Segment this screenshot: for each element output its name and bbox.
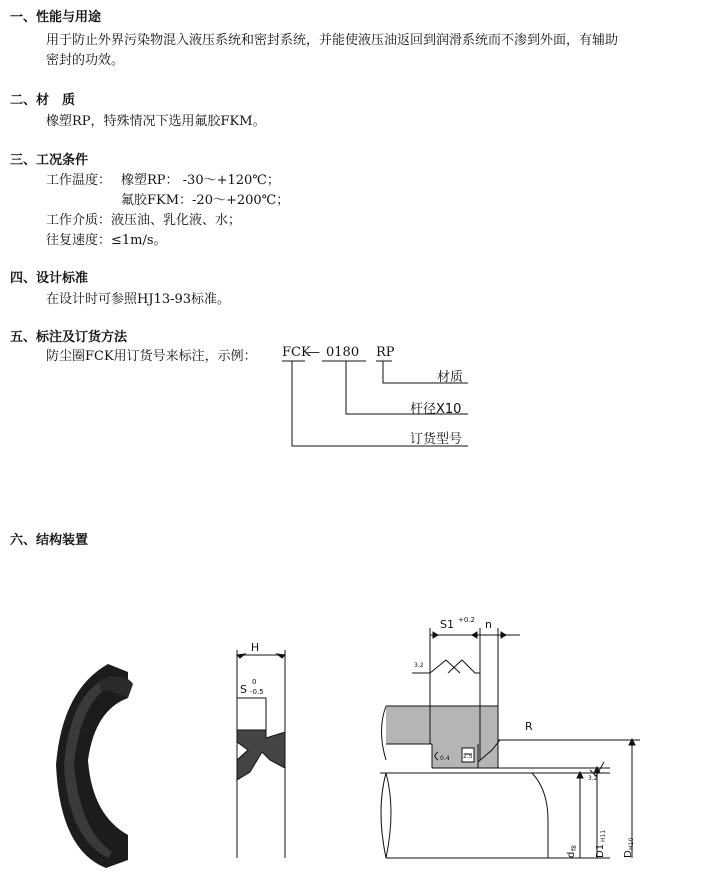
order-code-material: RP [376, 345, 395, 360]
temp-label: 工作温度： [46, 173, 112, 188]
dim-S1-label: S1 [440, 618, 454, 631]
dim-d-sub: f8 [571, 845, 578, 851]
order-code-type: FCK [282, 345, 311, 360]
dim-H-label: H [250, 641, 260, 654]
dim-S-tol-top: 0 [252, 678, 257, 686]
temp-rp: 橡塑RP： -30～+120℃； [121, 173, 280, 188]
order-code-rod: 0180 [326, 345, 360, 360]
callout-rod-diameter: 杆径X10 [410, 402, 462, 417]
dim-D1-sub: H11 [600, 829, 607, 842]
ordering-intro: 防尘圈FCK用订货号来标注，示例： [46, 349, 257, 364]
usage-text-line1: 用于防止外界污染物混入液压系统和密封系统，并能使液压油返回到润滑系统而不渗到外面，有辅助 [46, 33, 619, 48]
section-heading-structure: 六、结构装置 [10, 533, 89, 548]
section-heading-standard: 四、设计标准 [10, 271, 89, 286]
section-heading-material: 二、材 质 [10, 93, 76, 108]
standard-text: 在设计时可参照HJ13-93标准。 [46, 292, 231, 307]
section-heading-usage: 一、性能与用途 [10, 10, 102, 25]
roughness-3: 2.5 [463, 753, 473, 760]
callout-order-number: 订货型号 [410, 432, 463, 447]
dim-S-label: S [240, 683, 247, 696]
roughness-4: 3.2 [588, 775, 598, 782]
medium-text: 工作介质：液压油、乳化液、水； [46, 213, 242, 228]
roughness-2: 0.4 [440, 755, 450, 762]
dim-S1-tol: +0.2 [458, 616, 475, 624]
callout-material: 材质 [437, 370, 464, 385]
dim-n-label: n [485, 618, 492, 631]
section-heading-ordering: 五、标注及订货方法 [10, 330, 128, 345]
seal-ring-illustration [56, 664, 133, 868]
usage-text-line2: 密封的功效。 [46, 53, 125, 68]
dim-d-label: d [566, 851, 577, 858]
dim-D-label: D [623, 850, 634, 858]
dim-S-tol-bottom: -0.5 [250, 688, 264, 696]
dim-D1-label: D1 [595, 843, 606, 858]
seal-cross-section [237, 650, 285, 858]
order-code-dash: — [307, 345, 320, 360]
material-text: 橡塑RP，特殊情况下选用氟胶FKM。 [46, 114, 266, 129]
temp-fkm: 氟胶FKM：-20～+200℃； [121, 193, 290, 208]
dim-R-label: R [525, 720, 533, 733]
speed-text: 往复速度：≤1m/s。 [46, 233, 167, 248]
section-heading-conditions: 三、工况条件 [10, 153, 89, 168]
dim-D-sub: H10 [628, 837, 635, 850]
roughness-1: 3.2 [414, 662, 424, 669]
